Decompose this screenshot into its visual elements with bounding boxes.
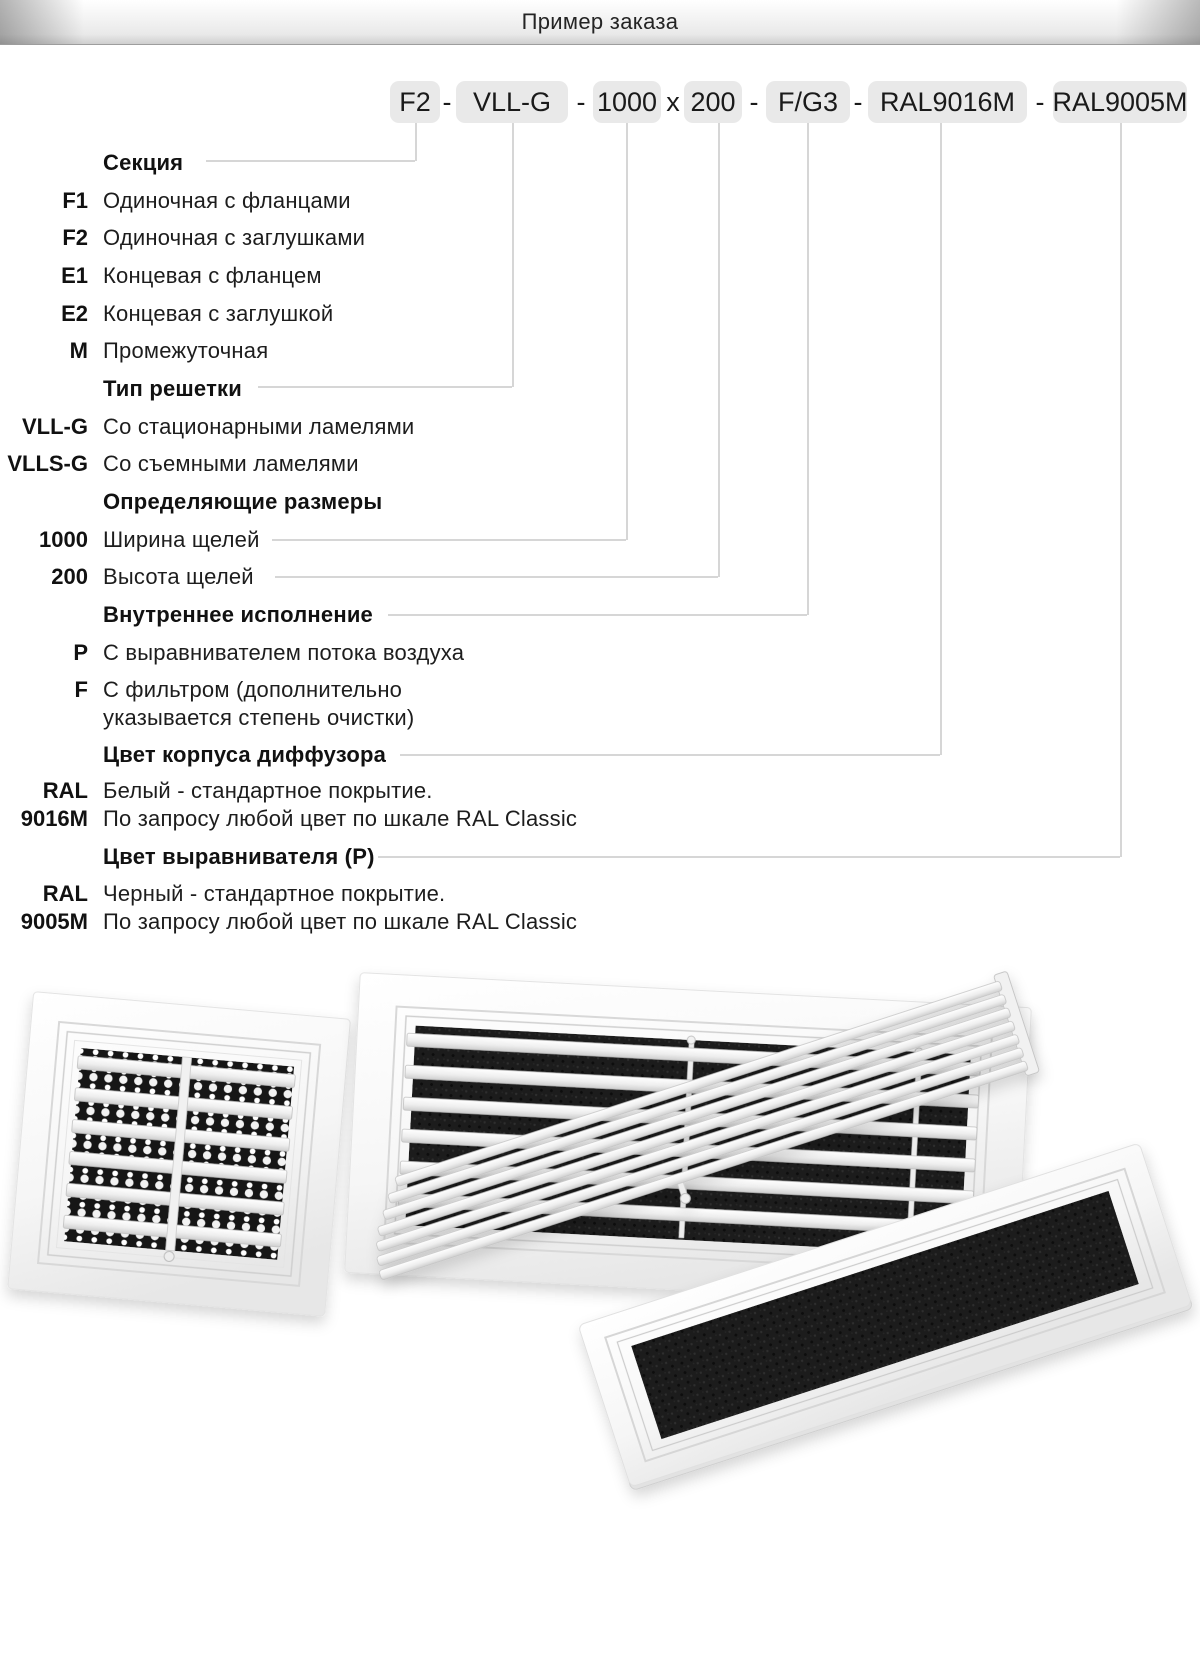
stud [164,1251,175,1262]
legend-code: VLLS-G [7,451,88,476]
legend-text [103,880,577,936]
connector-section [415,123,417,161]
legend-code: M [69,338,88,363]
code-separator-dash: - [853,86,863,117]
legend-text: Ширина щелей [103,527,260,552]
code-separator-dash: - [442,86,452,117]
legend-code: F [74,677,88,702]
connector-grille-type-h [258,386,512,388]
connector-height [718,123,720,577]
product-photo [0,930,1200,1672]
legend-text [103,777,577,833]
legend-header-label: Тип решетки [103,376,242,401]
legend-code: F2 [62,225,88,250]
legend-text: Со стационарными ламелями [103,414,415,439]
code-box-section: F2 [390,81,440,123]
legend-text: Одиночная с заглушками [103,225,366,250]
legend-text: Концевая с фланцем [103,263,322,288]
connector-equalizer-color [1120,123,1122,857]
page-title: Пример заказа [521,9,679,34]
code-separator-dash: - [576,86,586,117]
connector-section-h [206,160,415,162]
legend-header-label: Секция [103,150,184,175]
connector-width-h [272,539,626,541]
code-separator-dash: - [1035,86,1045,117]
legend-header-label: Внутреннее исполнение [103,602,373,627]
legend-code: P [73,640,88,665]
legend-text: Промежуточная [103,338,269,363]
legend-code: 1000 [39,527,88,552]
legend-text-line1: С фильтром (дополнительно [103,677,403,702]
connector-inner-design-h [388,614,807,616]
code-box-grille-type: VLL-G [456,81,568,123]
legend-text-line2: По запросу любой цвет по шкале RAL Classic [103,909,578,934]
connector-grille-type [512,123,514,387]
connector-body-color-h [400,754,940,756]
legend-code-line1: RAL [42,881,88,906]
header-bar [0,0,1200,45]
connector-width [626,123,628,540]
legend-code: F1 [62,188,88,213]
code-box-equalizer-color: RAL9005M [1053,81,1187,123]
legend-header-label: Цвет корпуса диффузора [103,742,387,767]
legend-text [103,676,414,732]
connector-height-h [275,576,718,578]
code-box-width: 1000 [593,81,661,123]
code-separator-x: x [666,86,680,117]
legend-code-line2: 9016M [20,806,88,831]
code-box-inner-design: F/G3 [766,81,850,123]
legend-text: Со съемными ламелями [103,451,359,476]
legend-text: С выравнивателем потока воздуха [103,640,465,665]
legend-code [0,880,88,936]
legend-text: Концевая с заглушкой [103,301,334,326]
legend-code: E2 [61,301,88,326]
legend-header-label: Определяющие размеры [103,489,383,514]
connector-body-color [940,123,942,755]
legend-text: Одиночная с фланцами [103,188,351,213]
legend-text-line1: Черный - стандартное покрытие. [103,881,446,906]
legend-code: E1 [61,263,88,288]
legend-code: 200 [51,564,88,589]
legend-text: Высота щелей [103,564,254,589]
code-separator-dash: - [749,86,759,117]
legend-code: VLL-G [22,414,88,439]
legend-code-line2: 9005M [20,909,88,934]
legend-header-label: Цвет выравнивателя (P) [103,844,375,869]
code-box-height: 200 [684,81,742,123]
legend-text-line2: По запросу любой цвет по шкале RAL Classic [103,806,578,831]
code-box-body-color: RAL9016M [868,81,1027,123]
diffuser-with-equalizer [8,992,351,1317]
legend-code [0,777,88,833]
legend-text-line1: Белый - стандартное покрытие. [103,778,433,803]
connector-inner-design [807,123,809,615]
legend-code-line1: RAL [42,778,88,803]
legend-text-line2: указывается степень очистки) [103,705,415,730]
connector-equalizer-color-h [378,856,1120,858]
